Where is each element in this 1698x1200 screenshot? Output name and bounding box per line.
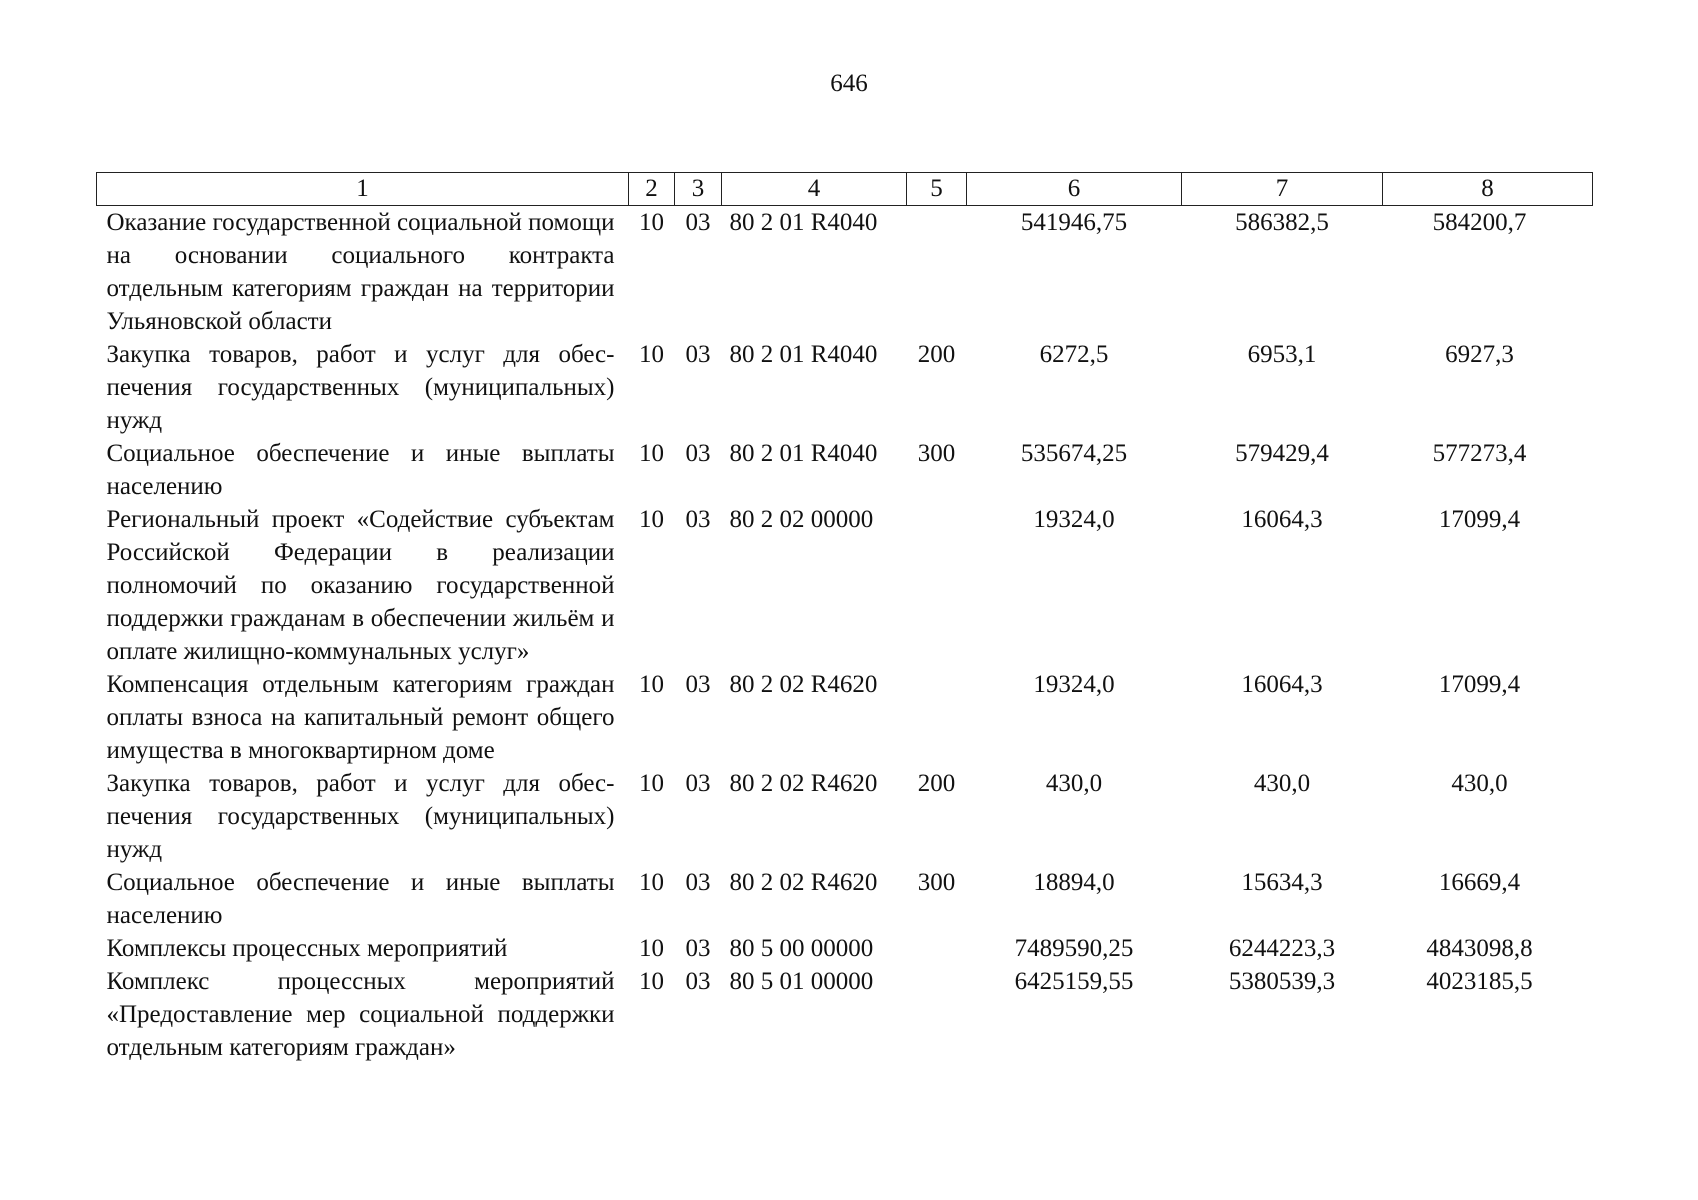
row-target-code: 80 2 01 R4040 [729,341,878,368]
table-row [97,767,1593,866]
row-expense-type: 200 [917,341,956,368]
row-section: 10 [639,671,664,698]
row-amount-col-7: 6244223,3 [1228,935,1336,962]
row-section: 10 [639,440,664,467]
table-row [97,866,1593,932]
row-amount-col-8: 17099,4 [1438,506,1521,533]
row-section: 10 [639,506,664,533]
row-section: 10 [639,341,664,368]
row-subsection: 03 [685,968,711,995]
header-col-5: 5 [907,173,967,206]
row-amount-col-8: 430,0 [1451,770,1508,797]
row-name: Закупка товаров, работ и услуг для обеспечения государственных (муниципальных) нужд [106,770,615,863]
table-row [97,206,1593,339]
row-amount-col-8: 584200,7 [1432,209,1527,236]
row-target-code: 80 2 02 R4620 [729,770,878,797]
table-row [97,668,1593,767]
table-row [97,932,1593,965]
row-amount-col-7: 16064,3 [1241,671,1323,698]
row-subsection: 03 [685,440,711,467]
row-name: Закупка товаров, работ и услуг для обеспечения государственных (муниципальных) нужд [106,341,615,434]
row-amount-col-6: 6272,5 [1039,341,1109,368]
row-amount-col-8: 577273,4 [1432,440,1527,467]
row-name: Социальное обеспечение и иные выплаты населению [106,869,615,929]
row-amount-col-7: 430,0 [1253,770,1311,797]
row-subsection: 03 [685,935,711,962]
row-name: Оказание государственной социальной помощи на основании социального контракта отдельным категориям граждан на территории Ульяновской области [106,209,615,335]
row-expense-type [907,503,967,668]
row-amount-col-7: 586382,5 [1235,209,1329,236]
row-amount-col-6: 541946,75 [1020,209,1128,236]
row-expense-type: 300 [917,869,956,896]
row-section: 10 [639,935,664,962]
row-subsection: 03 [685,671,711,698]
row-section: 10 [639,209,664,236]
row-amount-col-6: 19324,0 [1033,671,1115,698]
row-amount-col-8: 16669,4 [1438,869,1521,896]
table-row [97,503,1593,668]
row-subsection: 03 [685,770,711,797]
row-expense-type [907,206,967,339]
row-expense-type: 200 [917,770,956,797]
row-name: Региональный проект «Содействие субъектам Российской Федерации в реализации полномочий по оказанию государственной поддержки гражданам в обеспечении жильём и оплате жилищно-коммунальных услуг» [106,506,615,665]
header-col-6: 6 [967,173,1182,206]
row-amount-col-6: 19324,0 [1033,506,1115,533]
page-number: 646 [830,70,868,97]
table-row [97,965,1593,1064]
row-name: Социальное обеспечение и иные выплаты населению [106,440,615,500]
row-amount-col-6: 535674,25 [1020,440,1128,467]
row-name: Компенсация отдельным категориям граждан оплаты взноса на капитальный ремонт общего имущества в многоквартирном доме [106,671,615,764]
row-amount-col-6: 430,0 [1045,770,1103,797]
header-col-8: 8 [1383,173,1593,206]
row-amount-col-6: 6425159,55 [1014,968,1134,995]
row-section: 10 [639,869,664,896]
table-header [97,173,1593,206]
row-target-code: 80 2 01 R4040 [729,209,878,236]
header-row [97,173,1593,206]
row-amount-col-8: 4843098,8 [1426,935,1533,962]
row-section: 10 [639,770,664,797]
row-amount-col-8: 17099,4 [1438,671,1521,698]
header-col-4: 4 [722,173,907,206]
row-amount-col-8: 4023185,5 [1426,968,1533,995]
row-target-code: 80 2 02 R4620 [729,869,878,896]
row-subsection: 03 [685,506,711,533]
row-amount-col-7: 16064,3 [1241,506,1323,533]
header-col-2: 2 [629,173,675,206]
row-target-code: 80 5 00 00000 [729,935,874,962]
table-body [97,206,1593,1065]
row-subsection: 03 [685,869,711,896]
header-col-7: 7 [1182,173,1383,206]
row-expense-type [907,668,967,767]
budget-table [96,172,1593,1064]
row-target-code: 80 5 01 00000 [729,968,874,995]
row-target-code: 80 2 01 R4040 [729,440,878,467]
table-row [97,338,1593,437]
row-amount-col-7: 15634,3 [1241,869,1323,896]
row-expense-type: 300 [917,440,956,467]
row-amount-col-8: 6927,3 [1445,341,1514,368]
row-expense-type [907,965,967,1064]
row-amount-col-7: 579429,4 [1235,440,1329,467]
row-subsection: 03 [685,209,711,236]
header-col-1: 1 [97,173,629,206]
row-name: Комплексы процессных мероприятий [106,935,508,962]
table-row [97,437,1593,503]
row-amount-col-6: 7489590,25 [1014,935,1134,962]
row-section: 10 [639,968,664,995]
row-expense-type [907,932,967,965]
row-target-code: 80 2 02 00000 [729,506,874,533]
row-amount-col-7: 6953,1 [1247,341,1317,368]
header-col-3: 3 [675,173,722,206]
row-amount-col-6: 18894,0 [1033,869,1115,896]
row-target-code: 80 2 02 R4620 [729,671,878,698]
row-name: Комплекс процессных мероприятий «Предоставление мер социальной поддержки отдельным категориям граждан» [106,968,615,1061]
row-subsection: 03 [685,341,711,368]
row-amount-col-7: 5380539,3 [1228,968,1336,995]
